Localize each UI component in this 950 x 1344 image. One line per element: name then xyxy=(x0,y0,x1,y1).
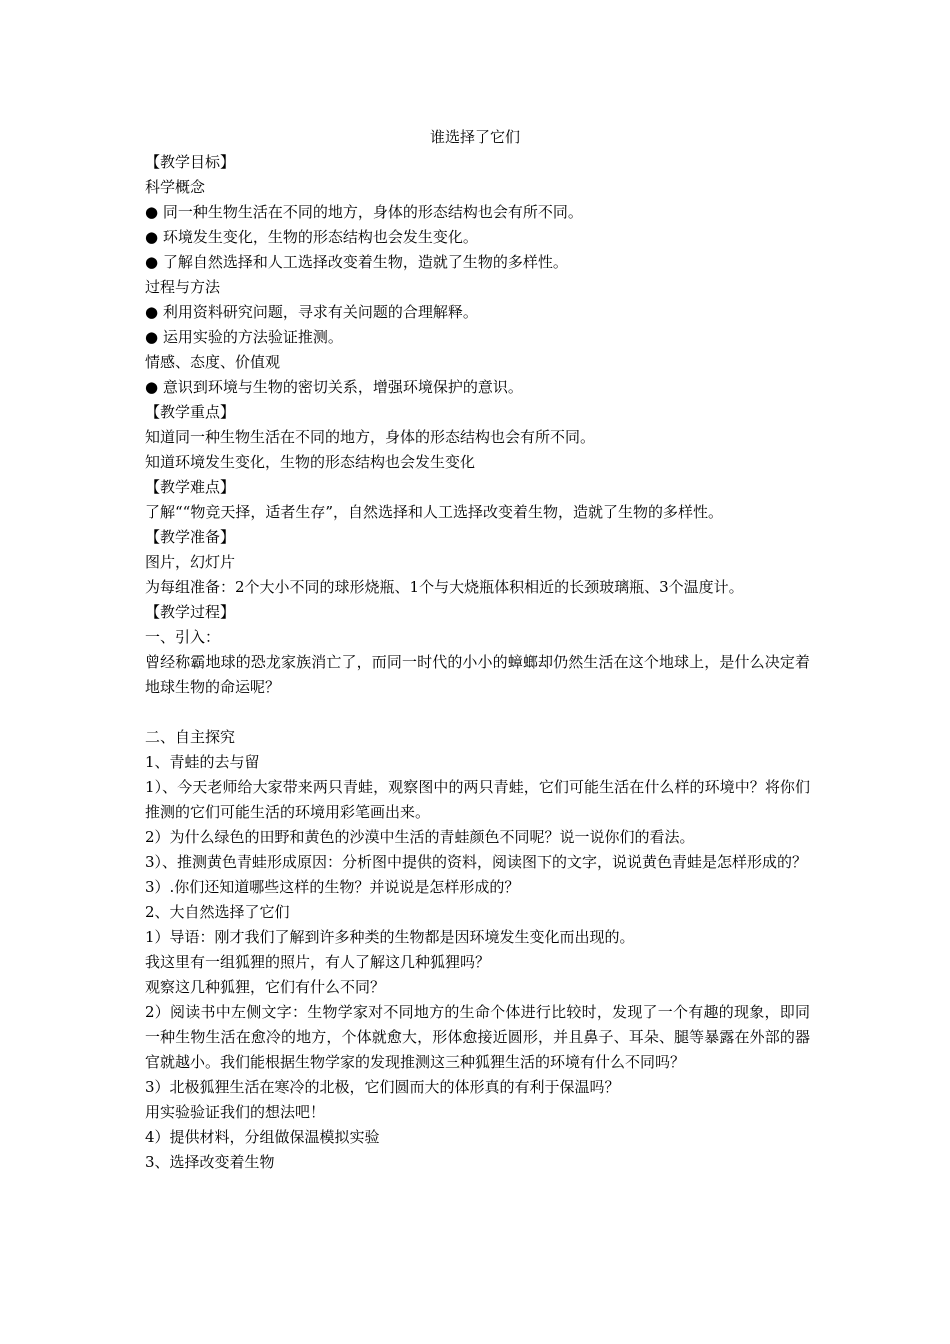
nature-item: 我这里有一组狐狸的照片，有人了解这几种狐狸吗？ xyxy=(145,953,491,971)
frog-heading: 1、青蛙的去与留 xyxy=(145,753,260,771)
document-body xyxy=(145,150,810,1175)
attitude-item: ● 意识到环境与生物的密切关系，增强环境保护的意识。 xyxy=(145,378,523,396)
concept-item: ● 环境发生变化，生物的形态结构也会发生变化。 xyxy=(145,228,478,246)
explore-heading: 二、自主探究 xyxy=(145,728,236,746)
document-title: 谁选择了它们 xyxy=(429,128,520,146)
process-item: ● 利用资料研究问题，寻求有关问题的合理解释。 xyxy=(145,303,478,321)
procedure-heading: 【教学过程】 xyxy=(145,603,236,621)
nature-item: 4）提供材料，分组做保温模拟实验 xyxy=(145,1128,380,1146)
concept-item: ● 了解自然选择和人工选择改变着生物，造就了生物的多样性。 xyxy=(145,253,568,271)
frog-item: 3）.你们还知道哪些这样的生物？并说说是怎样形成的？ xyxy=(145,878,520,896)
nature-item: 1）导语：刚才我们了解到许多种类的生物都是因环境发生变化而出现的。 xyxy=(145,928,635,946)
nature-item: 用实验验证我们的想法吧！ xyxy=(145,1103,326,1121)
frog-item: 2）为什么绿色的田野和黄色的沙漠中生活的青蛙颜色不同呢？说一说你们的看法。 xyxy=(145,828,695,846)
nature-item: 2）阅读书中左侧文字：生物学家对不同地方的生命个体进行比较时，发现了一个有趣的现象，即同一种生物生活在愈冷的地方，个体就愈大，形体愈接近圆形，并且鼻子、耳朵、腿等暴露在外部的器官就越小。我们能根据生物学家的发现推测这三种狐狸生活的环境有什么不同吗？ xyxy=(145,1003,810,1071)
prep-item: 图片，幻灯片 xyxy=(145,553,236,571)
intro-text: 曾经称霸地球的恐龙家族消亡了，而同一时代的小小的蟑螂却仍然生活在这个地球上，是什么决定着地球生物的命运呢？ xyxy=(145,653,810,696)
difficulty-text: 了解““物竞天择，适者生存”，自然选择和人工选择改变着生物，造就了生物的多样性。 xyxy=(145,503,724,521)
nature-item: 观察这几种狐狸，它们有什么不同？ xyxy=(145,978,386,996)
nature-heading: 2、大自然选择了它们 xyxy=(145,903,290,921)
difficulty-heading: 【教学难点】 xyxy=(145,478,236,496)
process-heading: 过程与方法 xyxy=(145,278,221,296)
key-item: 知道环境发生变化，生物的形态结构也会发生变化 xyxy=(145,453,476,471)
goals-heading: 【教学目标】 xyxy=(145,153,236,171)
nature-item: 3）北极狐狸生活在寒冷的北极，它们圆而大的体形真的有利于保温吗？ xyxy=(145,1078,620,1096)
concept-heading: 科学概念 xyxy=(145,178,206,196)
concept-item: ● 同一种生物生活在不同的地方，身体的形态结构也会有所不同。 xyxy=(145,203,583,221)
key-item: 知道同一种生物生活在不同的地方，身体的形态结构也会有所不同。 xyxy=(145,428,596,446)
blank-line xyxy=(145,700,810,725)
frog-item: 1）、今天老师给大家带来两只青蛙，观察图中的两只青蛙，它们可能生活在什么样的环境中？将你们推测的它们可能生活的环境用彩笔画出来。 xyxy=(145,778,810,821)
frog-item: 3）、推测黄色青蛙形成原因：分析图中提供的资料，阅读图下的文字，说说黄色青蛙是怎样形成的？ xyxy=(145,853,808,871)
process-item: ● 运用实验的方法验证推测。 xyxy=(145,328,343,346)
intro-heading: 一、引入： xyxy=(145,628,221,646)
key-heading: 【教学重点】 xyxy=(145,403,236,421)
prep-item: 为每组准备：2个大小不同的球形烧瓶、1个与大烧瓶体积相近的长颈玻璃瓶、3个温度计。 xyxy=(145,578,744,596)
select-heading: 3、选择改变着生物 xyxy=(145,1153,275,1171)
prep-heading: 【教学准备】 xyxy=(145,528,236,546)
attitude-heading: 情感、态度、价值观 xyxy=(145,353,281,371)
